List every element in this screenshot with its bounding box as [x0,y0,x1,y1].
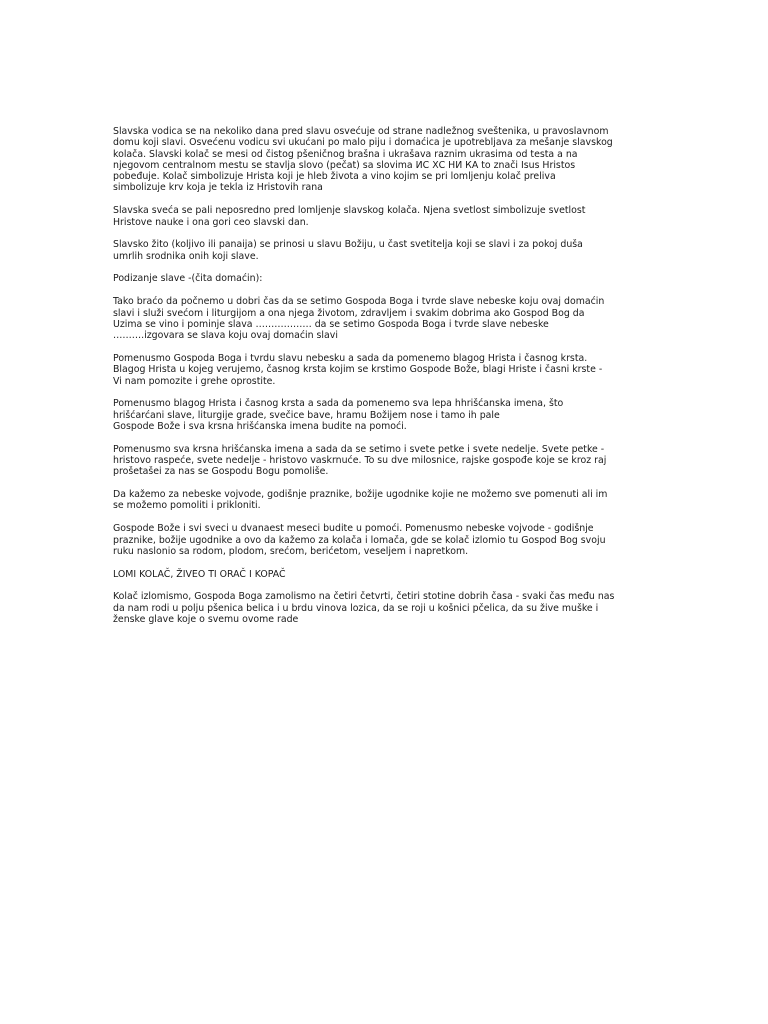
paragraph-slavsko-zito: Slavsko žito (koljivo ili panaija) se prinosi u slavu Božiju, u čast svetitelja koji se slavi i za pokoj duša umrlih srodnika onih koji slave. [113,239,583,262]
paragraph-podizanje-slave-heading: Podizanje slave -(čita domaćin): [113,273,263,285]
paragraph-lomi-kolac: LOMI KOLAČ, ŽIVEO TI ORAČ I KOPAČ [113,568,286,580]
paragraph-slavska-sveca: Slavska sveća se pali neposredno pred lomljenje slavskog kolača. Njena svetlost simbolizuje svetlost Hristove nauke i ona gori ceo slavski dan. [113,205,586,228]
paragraph-tako-braco: Tako braćo da počnemo u dobri čas da se setimo Gospoda Boga i tvrde slave nebeske koju ovaj domaćin slavi i služi svećom i liturgijom a ona njega životom, zdravljem i svakim dobrima ako Gospod Bog da Uzima se vino i pominje slava ……………… da se setimo Gospoda Boga i tvrde slave nebeske ……….izgovara se slava koju ovaj domaćin slavi [113,296,605,342]
paragraph-pomenusmo-imena: Pomenusmo sva krsna hrišćanska imena a sada da se setimo i svete petke i svete nedelje. Svete petke - hristovo raspeće, svete nedelje - hristovo vaskrnuće. To su dve milosnice, rajske gospođe koje se kroz raj prošetašei za nas se Gospodu Bogu pomoliše. [113,443,607,478]
paragraph-nebeske-vojvode: Da kažemo za nebeske vojvode, godišnje praznike, božije ugodnike kojie ne možemo sve pomenuti ali im se možemo pomoliti i prikloniti. [113,489,608,512]
paragraph-slavska-vodica: Slavska vodica se na nekoliko dana pred slavu osvećuje od strane nadležnog sveštenika, u pravoslavnom domu koji slavi. Osvećenu vodicu svi ukućani po malo piju i domaćica je upotrebljava za mešanje slavskog kolača. Slavski kolač se mesi od čistog pšeničnog brašna i ukrašava raznim ukrasima od testa a na njegovom centralnom mestu se stavlja slovo (pečat) sa slovima ИС ХС НИ КА to znači Isus Hristos pobeđuje. Kolač simbolizuje Hrista koji je hleb života a vino kojim se pri lomljenju kolač preliva simbolizuje krv koja je tekla iz Hristovih rana [113,126,613,194]
paragraph-kolac-izlomismo: Kolač izlomismo, Gospoda Boga zamolismo na četiri četvrti, četiri stotine dobrih časa - svaki čas među nas da nam rodi u polju pšenica belica i u brdu vinova lozica, da se roji u košnici pčelica, da su žive muške i ženske glave koje o svemu ovome rade [113,591,615,625]
paragraph-gospode-boze: Gospode Bože i svi sveci u dvanaest meseci budite u pomoći. Pomenusmo nebeske vojvode - godišnje praznike, božije ugodnike a ovo da kažemo za kolača i lomača, gde se kolač izlomio tu Gospod Bog svoju ruku naslonio sa rodom, plodom, srećom, berićetom, veseljem i napretkom. [113,523,606,557]
document-body [113,126,659,637]
paragraph-pomenusmo-gospoda: Pomenusmo Gospoda Boga i tvrdu slavu nebesku a sada da pomenemo blagog Hrista i časnog krsta. Blagog Hrista u kojeg verujemo, časnog krsta kojim se krstimo Gospode Bože, blagi Hriste i časni krste - Vi nam pomozite i grehe oprostite. [113,352,603,387]
paragraph-pomenusmo-hrista: Pomenusmo blagog Hrista i časnog krsta a sada da pomenemo sva lepa hhrišćanska imena, što hrišćarćani slave, liturgije grade, svečice bave, hramu Božijem nose i tamo ih pale Gospode Bože i sva krsna hrišćanska imena budite na pomoći. [113,398,564,432]
